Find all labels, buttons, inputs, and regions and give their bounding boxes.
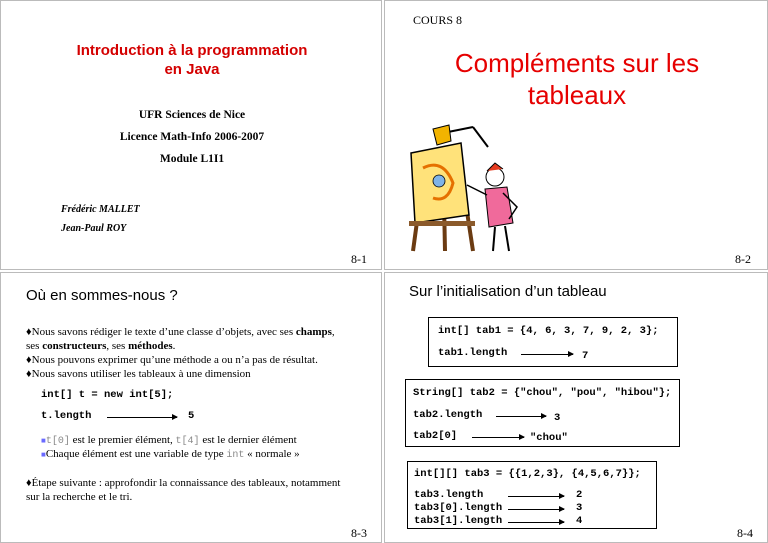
sub-bullet-text: est le dernier élément <box>199 434 297 446</box>
bullet-bold: méthodes <box>128 340 173 352</box>
slide-8-3 <box>0 272 382 543</box>
code-line: int[] tab1 = {4, 6, 3, 7, 9, 2, 3}; <box>438 325 659 337</box>
slide-title-line2: tableaux <box>527 80 627 110</box>
code-result: "chou" <box>530 432 568 444</box>
code-line: String[] tab2 = {"chou", "pou", "hibou"}; <box>413 387 672 399</box>
licence: Licence Math-Info 2006-2007 <box>119 131 265 143</box>
sub-bullet-text: Chaque élément est une variable de type <box>45 448 227 460</box>
course-title-line1: Introduction à la programmation <box>76 42 308 59</box>
code-line: int[][] tab3 = {{1,2,3}, {4,5,6,7}}; <box>414 468 641 480</box>
arrow-icon <box>508 509 564 510</box>
course-number: COURS 8 <box>413 13 463 27</box>
bullet-text: ses <box>26 340 43 352</box>
code-line: tab2[0] <box>413 430 458 442</box>
code-array-declaration: int[] t = new int[5]; <box>41 389 174 401</box>
code-length-result: 5 <box>188 410 195 422</box>
page-number: 8-4 <box>737 526 753 540</box>
page-number: 8-1 <box>351 252 367 266</box>
slide-title-line1: Compléments sur les <box>454 48 700 78</box>
arrow-icon <box>472 437 524 438</box>
diamond-bullet-icon: ♦ <box>26 477 32 489</box>
author-2: Jean-Paul ROY <box>61 223 127 234</box>
author-1: Frédéric MALLET <box>61 204 140 215</box>
slide-8-2 <box>384 0 768 270</box>
inline-code: int <box>226 450 245 461</box>
bullet-bold: constructeurs <box>42 340 107 352</box>
square-bullet-icon: ■ <box>41 450 46 459</box>
slide-8-4 <box>384 272 768 543</box>
diamond-bullet-icon: ♦ <box>26 368 32 380</box>
code-result: 2 <box>576 489 583 501</box>
code-line: tab3[0].length <box>414 502 503 514</box>
bullet-text: . <box>172 340 176 352</box>
page-number: 8-2 <box>735 252 751 266</box>
arrow-icon <box>508 496 564 497</box>
bullet-text: Nous pouvons exprimer qu’une méthode a ou n’a pas de résultat. <box>31 354 318 366</box>
module: Module L1I1 <box>159 153 225 165</box>
slide-title: Où en sommes-nous ? <box>26 287 178 304</box>
inline-code: t[4] <box>175 436 200 447</box>
bullet-fields-cont <box>26 339 175 353</box>
sub-bullet-text: est le premier élément, <box>69 434 176 446</box>
code-box-tab3 <box>407 461 657 529</box>
code-length: t.length <box>41 410 92 422</box>
arrow-icon <box>521 354 573 355</box>
code-line: tab2.length <box>413 409 483 421</box>
arrow-icon <box>107 417 177 418</box>
diamond-bullet-icon: ♦ <box>26 354 32 366</box>
bullet-text: , <box>331 326 335 338</box>
code-result: 4 <box>576 515 583 527</box>
code-line: tab1.length <box>438 347 508 359</box>
bullet-text: Étape suivante : approfondir la connaissance des tableaux, notamment <box>31 477 341 489</box>
square-bullet-icon: ■ <box>41 436 46 445</box>
bullet-fields <box>26 325 335 339</box>
diamond-bullet-icon: ♦ <box>26 326 32 338</box>
arrow-icon <box>508 522 564 523</box>
course-title-line2: en Java <box>164 61 220 78</box>
code-box-tab2 <box>405 379 680 447</box>
bullet-arrays <box>26 367 251 381</box>
code-result: 3 <box>576 502 583 514</box>
bullet-text: Nous savons utiliser les tableaux à une dimension <box>31 368 251 380</box>
slide-8-1 <box>0 0 382 270</box>
inline-code: t[0] <box>45 436 70 447</box>
slide-title: Sur l’initialisation d’un tableau <box>409 283 607 300</box>
bullet-bold: champs <box>295 326 332 338</box>
bullet-methods <box>26 353 318 367</box>
code-box-tab1 <box>428 317 678 367</box>
bullet-text: Nous savons rédiger le texte d’une classe d’objets, avec ses <box>31 326 296 338</box>
code-line: tab3.length <box>414 489 484 501</box>
page-number: 8-3 <box>351 526 367 540</box>
bullet-next-step <box>26 476 340 490</box>
code-line: tab3[1].length <box>414 515 503 527</box>
code-result: 7 <box>582 350 589 362</box>
code-result: 3 <box>554 412 561 424</box>
artist-easel-illustration <box>403 123 523 253</box>
arrow-icon <box>496 416 546 417</box>
institution: UFR Sciences de Nice <box>138 109 246 121</box>
bullet-text: , ses <box>106 340 129 352</box>
sub-bullet-element-type <box>41 447 300 463</box>
bullet-next-step-cont: sur la recherche et le tri. <box>26 491 133 503</box>
sub-bullet-text: « normale » <box>244 448 300 460</box>
